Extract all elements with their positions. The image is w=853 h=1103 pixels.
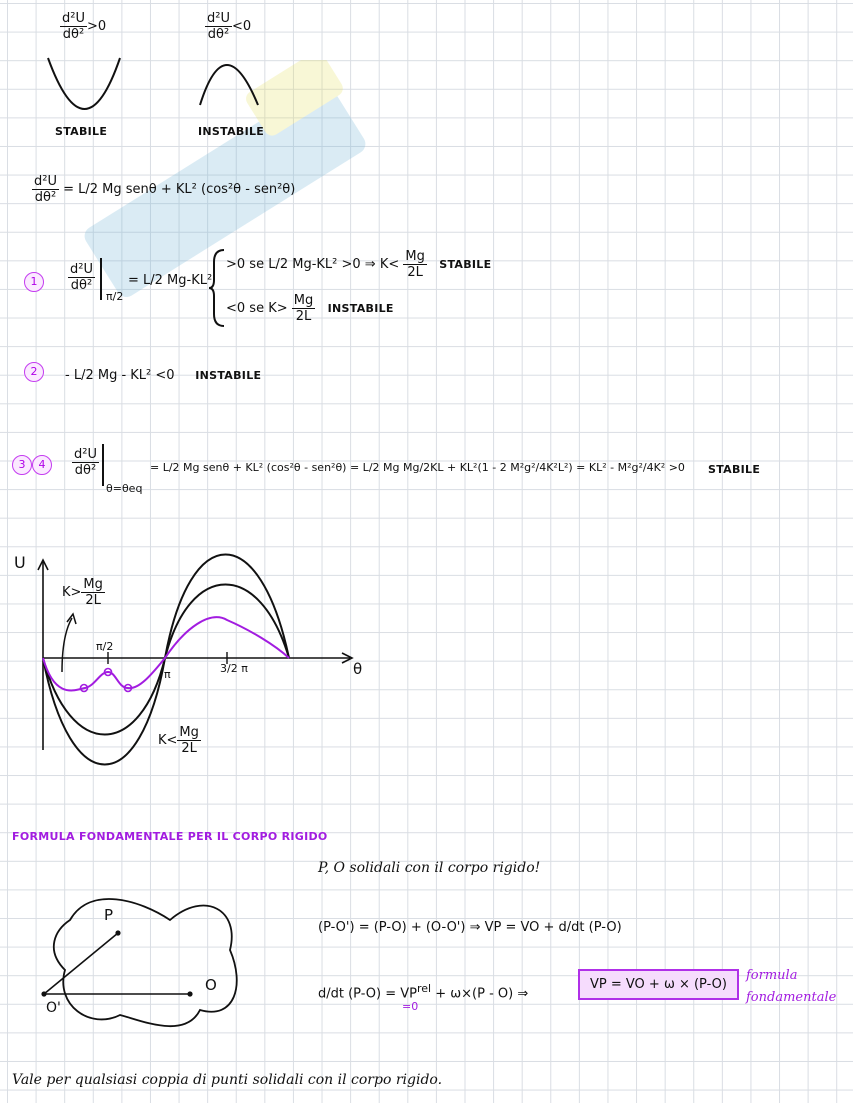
point-p-dot <box>115 930 120 935</box>
point-o-prime-dot <box>41 991 46 996</box>
point-o-dot <box>187 991 192 996</box>
case-3-4-eval-at: θ=θeq <box>106 482 143 495</box>
case-1-line-2: <0 se K> $\frac{Mg}{2L}$ INSTABILE <box>226 293 394 324</box>
curve-medium <box>43 585 289 735</box>
unstable-condition: $\frac{\text{d²U}}{\text{dθ²}}$ <0 <box>207 11 252 42</box>
side-note-fundamental: fondamentale <box>746 990 837 1005</box>
solidal-note: P, O solidali con il corpo rigido! <box>318 860 541 876</box>
second-derivative-equation: $\frac{\text{d²U}}{\text{dθ²}}$ = L/2 Mg senθ + KL² (cos²θ - sen²θ) <box>34 174 296 205</box>
y-axis-label: U <box>14 553 26 572</box>
case-3-4-rhs: = L/2 Mg senθ + KL² (cos²θ - sen²θ) = L/2 Mg Mg/2KL + KL²(1 - 2 M²g²/4K²L²) = KL² - M²g²/4K² >0 <box>150 461 685 474</box>
relative-velocity-zero: =0 <box>402 1000 419 1013</box>
side-note-formula: formula <box>746 968 798 983</box>
unstable-parabola <box>200 65 258 105</box>
case-1-brace <box>208 248 228 328</box>
footer-note: Vale per qualsiasi coppia di punti solidali con il corpo rigido. <box>12 1072 443 1088</box>
unstable-label: INSTABILE <box>198 125 265 138</box>
derivative-equation: d/dt $(P-O) = VP^{rel} + \omega\times(P - O)$ ⇒ <box>318 982 529 1002</box>
case-3-4-lhs: $\frac{\text{d²U}}{\text{dθ²}}$ <box>74 447 97 478</box>
stable-condition: $\frac{\text{d²U}}{\text{dθ²}}$ >0 <box>62 11 107 42</box>
tick-label-pi: π <box>164 668 171 681</box>
case-1-rhs: = L/2 Mg-KL² <box>128 273 213 288</box>
stable-parabola <box>48 58 120 109</box>
case-2-badge: 2 <box>24 360 44 382</box>
fundamental-formula-box: VP = VO + ω × (P-O) <box>578 969 739 1000</box>
point-o-prime-label: O' <box>46 1000 61 1016</box>
lower-condition-label: K< $\frac{Mg}{2L}$ <box>158 725 199 756</box>
case-1-badge: 1 <box>24 270 44 292</box>
stability-sketches <box>40 50 280 120</box>
case-1-eval-at: π/2 <box>106 290 124 303</box>
evaluation-bar <box>100 258 102 300</box>
case-3-4-badges: 3 4 <box>12 453 52 475</box>
position-equation: (P-O') = (P-O) + (O-O') ⇒ VP = VO + d/dt (P-O) <box>318 920 622 935</box>
x-axis-label: θ <box>353 660 363 678</box>
upper-condition-label: K> $\frac{Mg}{2L}$ <box>62 577 103 608</box>
tick-label-three-half-pi: 3/2 π <box>220 662 248 675</box>
case-3-4-label: STABILE <box>708 463 761 476</box>
tick-label-pi-half: π/2 <box>96 640 114 653</box>
section-heading: FORMULA FONDAMENTALE PER IL CORPO RIGIDO <box>12 830 328 843</box>
annotation-arrow <box>62 618 72 672</box>
point-p-label: P <box>104 906 114 924</box>
case-2-expression: - L/2 Mg - KL² <0 INSTABILE <box>65 368 262 383</box>
point-o-label: O <box>205 976 217 994</box>
case-1-line-1: >0 se L/2 Mg-KL² >0 ⇒ K< $\frac{Mg}{2L}$ STABILE <box>226 249 492 280</box>
rigid-body-diagram <box>30 890 260 1040</box>
stable-label: STABILE <box>55 125 108 138</box>
evaluation-bar-2 <box>102 444 104 486</box>
case-1-lhs: $\frac{\text{d²U}}{\text{dθ²}}$ <box>70 262 93 293</box>
